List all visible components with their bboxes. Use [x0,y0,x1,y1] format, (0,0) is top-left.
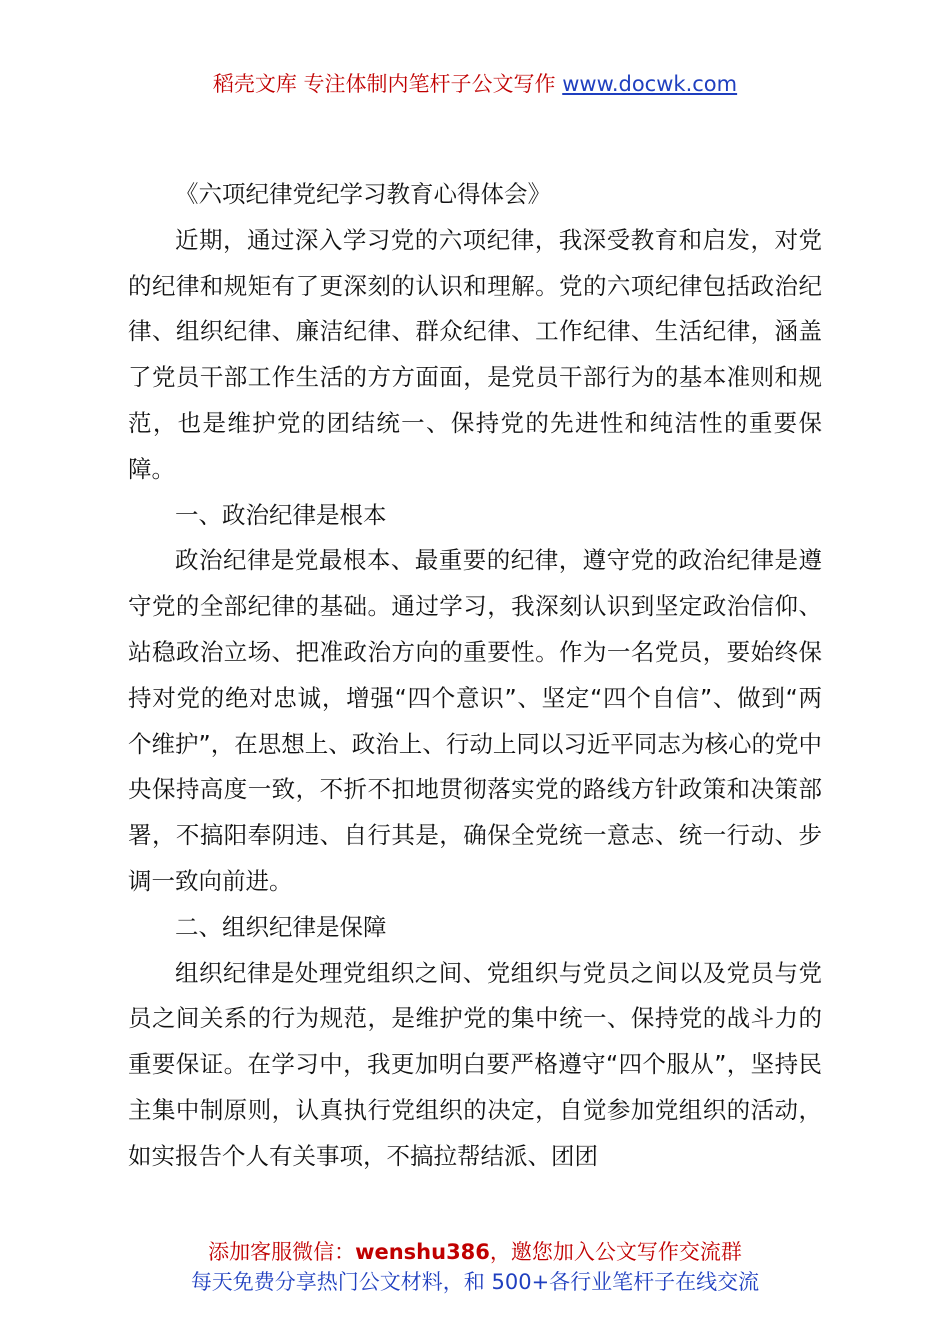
document-body [128,172,822,1180]
page-header [0,66,950,102]
footer-wechat-prefix: 添加客服微信： [208,1240,356,1264]
footer-wechat-suffix: ，邀您加入公文写作交流群 [489,1240,742,1264]
footer-wechat-id: wenshu386 [355,1240,490,1264]
section-2-heading: 二、组织纪律是保障 [175,912,387,941]
page-footer [0,1237,950,1297]
section-1-heading: 一、政治纪律是根本 [175,500,387,529]
section-1-paragraph: 政治纪律是党最根本、最重要的纪律，遵守党的政治纪律是遵守党的全部纪律的基础。通过学习，我深刻认识到坚定政治信仰、站稳政治立场、把准政治方向的重要性。作为一名党员，要始终保持对党的绝对忠诚，增强“四个意识”、坚定“四个自信”、做到“两个维护”，在思想上、政治上、行动上同以习近平同志为核心的党中央保持高度一致，不折不扣地贯彻落实党的路线方针政策和决策部署，不搞阳奉阴违、自行其是，确保全党统一意志、统一行动、步调一致向前进。 [128,546,822,895]
intro-paragraph: 近期，通过深入学习党的六项纪律，我深受教育和启发，对党的纪律和规矩有了更深刻的认识和理解。党的六项纪律包括政治纪律、组织纪律、廉洁纪律、群众纪律、工作纪律、生活纪律，涵盖了党员干部工作生活的方方面面，是党员干部行为的基本准则和规范，也是维护党的团结统一、保持党的先进性和纯洁性的重要保障。 [128,225,822,483]
section-2-paragraph: 组织纪律是处理党组织之间、党组织与党员之间以及党员与党员之间关系的行为规范，是维护党的集中统一、保持党的战斗力的重要保证。在学习中，我更加明白要严格遵守“四个服从”，坚持民主集中制原则，认真执行党组织的决定，自觉参加党组织的活动，如实报告个人有关事项，不搞拉帮结派、团团 [128,958,822,1170]
document-title: 《六项纪律党纪学习教育心得体会》 [175,180,551,208]
footer-wechat-line [0,1237,950,1267]
footer-share-line: 每天免费分享热门公文材料，和 500+各行业笔杆子在线交流 [190,1270,760,1294]
header-website-link[interactable]: www.docwk.com [562,72,738,96]
header-brand-text: 稻壳文库 专注体制内笔杆子公文写作 [212,72,563,96]
